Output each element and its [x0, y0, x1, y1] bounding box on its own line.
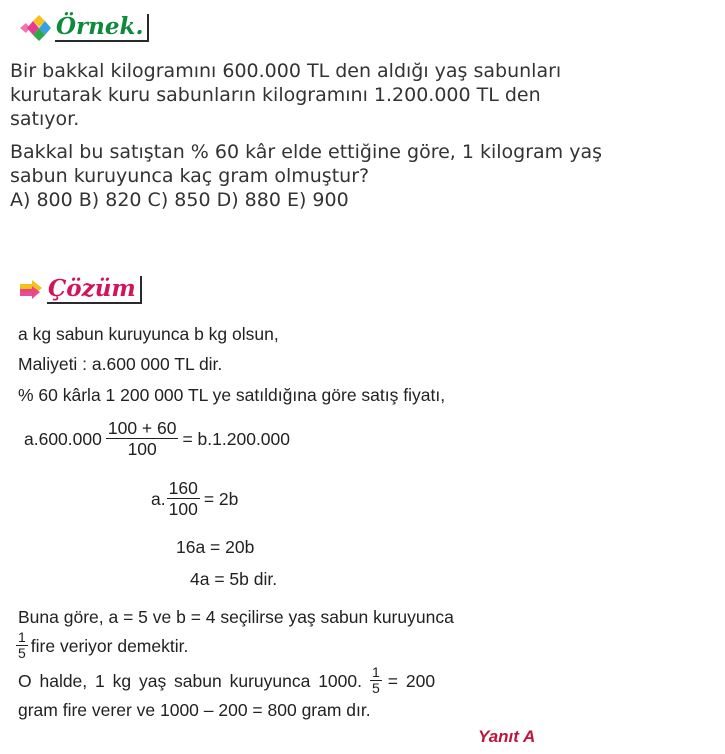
- question-line: satıyor.: [10, 108, 80, 130]
- question-line: Bir bakkal kilogramını 600.000 TL den aldığı yaş sabunları: [10, 60, 562, 82]
- question-line: Bakkal bu satıştan % 60 kâr elde ettiğine göre, 1 kilogram yaş: [10, 141, 603, 163]
- conclusion-line: O halde, 1 kg yaş sabun kuruyunca 1000. $\frac{1}{5}$ = 200: [18, 664, 436, 696]
- equation-3: 16a = 20b: [176, 537, 255, 557]
- example-badge: Örnek.: [55, 14, 149, 42]
- solution-line: Maliyeti : a.600 000 TL dir.: [18, 354, 223, 374]
- equation-2: a. $\frac{160}{100}$ = 2b: [151, 478, 239, 519]
- answer-label: Yanıt A: [478, 727, 536, 746]
- equation-4: 4a = 5b dir.: [190, 569, 278, 589]
- question-line: kurutarak kuru sabunların kilogramını 1.200.000 TL den: [10, 84, 541, 106]
- solution-line: a kg sabun kuruyunca b kg olsun,: [18, 324, 279, 344]
- example-header: [18, 14, 149, 42]
- conclusion-line: gram fire verer ve 1000 – 200 = 800 gram dır.: [18, 700, 371, 720]
- solution-badge: Çözüm: [47, 276, 142, 304]
- arrow-icon: [18, 279, 44, 301]
- fraction: $\frac{100 + 60}{100}$: [107, 418, 177, 459]
- question-line: sabun kuruyunca kaç gram olmuştur?: [10, 165, 370, 187]
- solution-line: % 60 kârla 1 200 000 TL ye satıldığına göre satış fiyatı,: [18, 385, 446, 405]
- solution-header: [18, 276, 142, 304]
- fraction: $\frac{1}{5}$: [372, 664, 380, 696]
- fraction: $\frac{1}{5}$: [18, 629, 26, 661]
- equation-1: a.600.000 $\frac{100 + 60}{100}$ = b.1.200.000: [24, 418, 290, 459]
- conclusion-line: Buna göre, a = 5 ve b = 4 seçilirse yaş sabun kuruyunca: [18, 607, 454, 627]
- conclusion-line: $\frac{1}{5}$ fire veriyor demektir.: [18, 629, 189, 661]
- diamond-icon: [18, 14, 52, 42]
- answer-choices: A) 800 B) 820 C) 850 D) 880 E) 900: [10, 189, 349, 211]
- fraction: $\frac{160}{100}$: [168, 478, 198, 519]
